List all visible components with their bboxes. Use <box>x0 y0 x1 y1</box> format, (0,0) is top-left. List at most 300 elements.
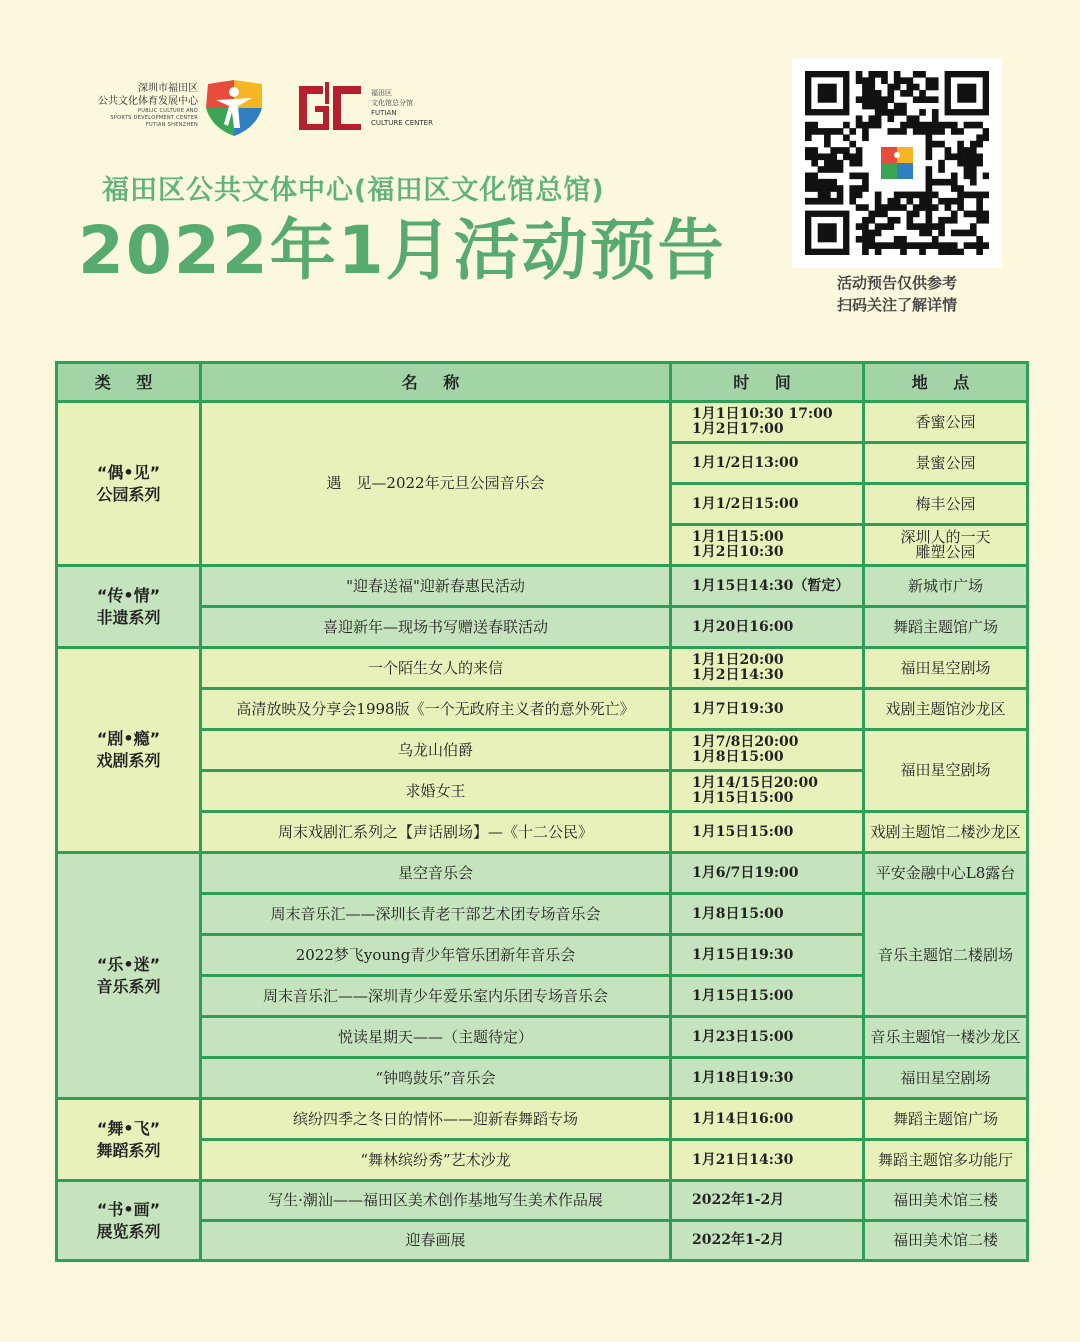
qr-module <box>932 96 939 103</box>
category-cell <box>57 648 201 853</box>
qr-module <box>945 198 952 205</box>
qr-module <box>894 103 901 110</box>
qr-module <box>868 122 875 129</box>
qr-module <box>837 160 844 167</box>
table-row <box>57 853 1028 894</box>
qr-module <box>856 173 863 180</box>
qr-module <box>856 96 863 103</box>
qr-module <box>970 153 977 160</box>
qr-module <box>907 90 914 97</box>
qr-module <box>976 141 983 148</box>
qr-module <box>805 153 812 160</box>
qr-module <box>957 249 964 255</box>
qr-module <box>983 134 989 141</box>
qr-module <box>875 242 882 249</box>
qr-module <box>887 84 894 91</box>
time-line: 1月15日15:00 <box>692 790 794 806</box>
category-label: “书•画” <box>96 1199 161 1219</box>
qr-module <box>837 166 844 173</box>
qr-module <box>964 166 971 173</box>
qr-module <box>887 115 894 122</box>
event-place: 福田星空剧场 <box>864 648 1028 689</box>
qr-module <box>805 198 812 205</box>
qr-module <box>926 134 933 141</box>
qr-module <box>970 141 977 148</box>
qr-module <box>856 160 863 167</box>
qr-module <box>919 96 926 103</box>
qr-module <box>913 71 920 78</box>
event-name: 喜迎新年—现场书写赠送春联活动 <box>201 607 671 648</box>
qr-module <box>919 204 926 211</box>
qr-module <box>900 249 907 255</box>
logo2-line3: FUTIAN <box>371 109 397 117</box>
qr-module <box>926 179 933 186</box>
logo1-en-line1: PUBLIC CULTURE AND <box>137 108 198 114</box>
qr-module <box>875 122 882 129</box>
event-place: 香蜜公园 <box>864 402 1028 443</box>
qr-module <box>938 230 945 237</box>
event-time: 2022年1-2月 <box>671 1181 864 1221</box>
event-time: 1月6/7日19:00 <box>671 853 864 894</box>
event-name: 求婚女王 <box>201 771 671 812</box>
qr-module <box>875 71 882 78</box>
qr-module <box>983 211 989 218</box>
category-label: “传•情” <box>96 585 161 605</box>
qr-module <box>818 128 825 135</box>
event-place: 景蜜公园 <box>864 443 1028 484</box>
event-name: 2022梦飞young青少年管乐团新年音乐会 <box>201 935 671 976</box>
qr-module <box>938 217 945 224</box>
qr-module <box>957 204 964 211</box>
event-place: 福田美术馆三楼 <box>864 1181 1028 1221</box>
qr-module <box>824 198 831 205</box>
qr-module <box>932 192 939 199</box>
qr-module <box>811 147 818 154</box>
category-series: 展览系列 <box>96 1221 161 1241</box>
qr-module <box>862 128 869 135</box>
qr-module <box>811 153 818 160</box>
qr-module <box>881 109 888 116</box>
event-time: 2022年1-2月 <box>671 1221 864 1261</box>
event-time: 1月7日19:30 <box>671 689 864 730</box>
qr-module <box>926 198 933 205</box>
category-series: 非遗系列 <box>96 607 161 627</box>
qr-module <box>957 192 964 199</box>
qr-module <box>868 230 875 237</box>
qr-center-logo <box>875 141 919 185</box>
event-place: 舞蹈主题馆广场 <box>864 1099 1028 1140</box>
qr-module <box>907 217 914 224</box>
qr-module <box>951 128 958 135</box>
qr-module <box>868 242 875 249</box>
qr-module <box>926 230 933 237</box>
event-name: 遇 见—2022年元旦公园音乐会 <box>201 402 671 566</box>
qr-module <box>862 223 869 230</box>
qr-module <box>926 185 933 192</box>
event-name: 迎春画展 <box>201 1221 671 1261</box>
qr-module <box>957 160 964 167</box>
qr-module <box>868 115 875 122</box>
qr-module <box>907 122 914 129</box>
qr-module <box>957 147 964 154</box>
qr-module <box>881 103 888 110</box>
qr-module <box>926 153 933 160</box>
qr-module <box>919 128 926 135</box>
event-name: 周末音乐汇——深圳长青老干部艺术团专场音乐会 <box>201 894 671 935</box>
qr-module <box>875 96 882 103</box>
event-name: 周末音乐汇——深圳青少年爱乐室内乐团专场音乐会 <box>201 976 671 1017</box>
qr-module <box>862 122 869 129</box>
qr-module <box>926 223 933 230</box>
qr-module <box>849 160 856 167</box>
qr-module <box>976 198 983 205</box>
event-name: “钟鸣鼓乐”音乐会 <box>201 1058 671 1099</box>
qr-module <box>887 90 894 97</box>
qr-module <box>926 84 933 91</box>
event-place: 梅丰公园 <box>864 484 1028 525</box>
logo2-line1: 福田区 <box>371 89 392 97</box>
qr-module <box>900 103 907 110</box>
qr-module <box>913 96 920 103</box>
qr-module <box>957 230 964 237</box>
organization-title: 福田区公共文体中心(福田区文化馆总馆) <box>102 175 605 206</box>
qr-module <box>970 192 977 199</box>
event-time: 1月15日15:00 <box>671 812 864 853</box>
category-series: 音乐系列 <box>96 976 161 996</box>
qr-module <box>862 173 869 180</box>
qr-module <box>837 192 844 199</box>
qr-module <box>824 166 831 173</box>
qr-module <box>938 249 945 255</box>
header-name: 名 称 <box>201 363 671 402</box>
event-place <box>864 525 1028 566</box>
qr-module <box>913 115 920 122</box>
qr-module <box>837 198 844 205</box>
event-time: 1月20日16:00 <box>671 607 864 648</box>
qr-module <box>983 128 989 135</box>
qr-module <box>900 242 907 249</box>
qr-module <box>824 160 831 167</box>
qr-module <box>862 242 869 249</box>
qr-module <box>919 90 926 97</box>
qr-module <box>976 153 983 160</box>
qr-module <box>900 192 907 199</box>
qr-module <box>913 204 920 211</box>
qr-module <box>811 185 818 192</box>
qr-module <box>868 77 875 84</box>
table-row <box>57 894 1028 935</box>
qr-module <box>862 84 869 91</box>
qr-module <box>818 185 825 192</box>
qr-module <box>824 153 831 160</box>
event-place: 音乐主题馆一楼沙龙区 <box>864 1017 1028 1058</box>
header-place: 地 点 <box>864 363 1028 402</box>
qr-module <box>830 128 837 135</box>
qr-module <box>875 109 882 116</box>
qr-module <box>862 134 869 141</box>
qr-module <box>976 217 983 224</box>
qr-module <box>976 134 983 141</box>
header-time: 时 间 <box>671 363 864 402</box>
qr-module <box>881 204 888 211</box>
qr-module <box>938 198 945 205</box>
time-line: 1月14/15日20:00 <box>692 775 818 791</box>
qr-finder <box>818 84 837 103</box>
qr-module <box>830 185 837 192</box>
table-row <box>57 1181 1028 1221</box>
place-line: 雕塑公园 <box>915 543 976 561</box>
qr-module <box>849 128 856 135</box>
category-label: “剧•瘾” <box>96 729 161 748</box>
activity-schedule-table <box>55 361 1029 1262</box>
qr-module <box>945 217 952 224</box>
qr-finder <box>957 84 976 103</box>
category-cell <box>57 1181 201 1261</box>
qr-module <box>843 134 850 141</box>
category-cell <box>57 402 201 566</box>
qr-module <box>868 71 875 78</box>
qr-module <box>805 173 812 180</box>
qr-module <box>951 249 958 255</box>
qr-module <box>919 122 926 129</box>
event-name: 一个陌生女人的来信 <box>201 648 671 689</box>
event-time: 1月15日15:00 <box>671 976 864 1017</box>
qr-module <box>913 128 920 135</box>
qr-module <box>824 185 831 192</box>
qr-module <box>945 249 952 255</box>
event-place: 戏剧主题馆沙龙区 <box>864 689 1028 730</box>
table-row <box>57 689 1028 730</box>
qr-module <box>843 153 850 160</box>
qr-module <box>938 223 945 230</box>
qr-module <box>919 242 926 249</box>
event-time: 1月1/2日15:00 <box>671 484 864 525</box>
place-line: 深圳人的一天 <box>900 528 991 546</box>
event-place: 音乐主题馆二楼剧场 <box>864 894 1028 1017</box>
qr-module <box>881 211 888 218</box>
qr-module <box>938 141 945 148</box>
qr-note-line1: 活动预告仅供参考 <box>836 274 957 292</box>
qr-module <box>919 198 926 205</box>
qr-module <box>970 211 977 218</box>
qr-module <box>862 204 869 211</box>
event-place: 舞蹈主题馆广场 <box>864 607 1028 648</box>
table-row <box>57 730 1028 771</box>
qr-module <box>830 147 837 154</box>
qr-module <box>938 122 945 129</box>
qr-module <box>907 211 914 218</box>
qr-module <box>894 128 901 135</box>
qr-module <box>926 128 933 135</box>
qr-module <box>970 166 977 173</box>
event-time: 1月21日14:30 <box>671 1140 864 1181</box>
qr-module <box>881 242 888 249</box>
qr-module <box>811 198 818 205</box>
category-cell <box>57 1099 201 1181</box>
qr-module <box>964 122 971 129</box>
qr-module <box>830 198 837 205</box>
qr-module <box>983 192 989 199</box>
qr-module <box>951 153 958 160</box>
qr-code[interactable] <box>792 58 1002 268</box>
qr-module <box>887 217 894 224</box>
qr-module <box>875 192 882 199</box>
event-time <box>671 525 864 566</box>
qr-module <box>964 147 971 154</box>
event-time: 1月1/2日13:00 <box>671 443 864 484</box>
time-line: 1月7/8日20:00 <box>692 734 799 750</box>
qr-module <box>849 153 856 160</box>
event-name: 星空音乐会 <box>201 853 671 894</box>
event-time <box>671 648 864 689</box>
qr-module <box>951 179 958 186</box>
qr-module <box>926 211 933 218</box>
event-name: “舞林缤纷秀”艺术沙龙 <box>201 1140 671 1181</box>
qr-module <box>932 115 939 122</box>
qr-module <box>830 153 837 160</box>
qr-module <box>919 109 926 116</box>
event-name: 悦读星期天——（主题待定） <box>201 1017 671 1058</box>
qr-module <box>970 173 977 180</box>
event-name: 缤纷四季之冬日的情怀——迎新春舞蹈专场 <box>201 1099 671 1140</box>
qr-module <box>805 185 812 192</box>
qr-module <box>862 77 869 84</box>
category-label: “偶•见” <box>96 462 161 482</box>
qr-module <box>964 173 971 180</box>
table-row <box>57 1140 1028 1181</box>
qr-module <box>849 173 856 180</box>
event-name: 高清放映及分享会1998版《一个无政府主义者的意外死亡》 <box>201 689 671 730</box>
qr-module <box>970 230 977 237</box>
colorful-shield-icon <box>202 78 266 138</box>
event-name: "迎春送福"迎新春惠民活动 <box>201 566 671 607</box>
qr-module <box>811 179 818 186</box>
qr-module <box>945 122 952 129</box>
qr-module <box>818 153 825 160</box>
event-time: 1月15日14:30（暂定） <box>671 566 864 607</box>
time-line: 1月1日20:00 <box>692 652 784 668</box>
qr-module <box>868 90 875 97</box>
qr-module <box>856 236 863 243</box>
qr-module <box>887 242 894 249</box>
qr-module <box>907 77 914 84</box>
qr-module <box>900 128 907 135</box>
event-time: 1月15日19:30 <box>671 935 864 976</box>
qr-module <box>818 166 825 173</box>
time-line: 1月1日15:00 <box>692 529 784 545</box>
event-time <box>671 771 864 812</box>
qr-module <box>881 71 888 78</box>
qr-module <box>907 198 914 205</box>
qr-module <box>856 153 863 160</box>
qr-module <box>983 242 989 249</box>
qr-module <box>887 96 894 103</box>
qr-module <box>951 217 958 224</box>
time-line: 1月1日10:30 17:00 <box>692 406 833 422</box>
event-place: 福田星空剧场 <box>864 730 1028 812</box>
qr-module <box>856 185 863 192</box>
qr-module <box>926 77 933 84</box>
event-time: 1月23日15:00 <box>671 1017 864 1058</box>
qr-module <box>849 141 856 148</box>
qr-module <box>970 223 977 230</box>
qr-module <box>868 236 875 243</box>
qr-module <box>862 96 869 103</box>
qr-module <box>951 185 958 192</box>
futian-culture-sports-center-logo <box>98 78 273 140</box>
qr-module <box>951 173 958 180</box>
qr-module <box>970 242 977 249</box>
qr-module <box>983 173 989 180</box>
logo1-cn-line1: 深圳市福田区 <box>138 83 198 94</box>
qr-note-line2: 扫码关注了解详情 <box>836 296 957 314</box>
qr-module <box>887 128 894 135</box>
qr-module <box>862 249 869 255</box>
qr-module <box>868 103 875 110</box>
qr-module <box>964 153 971 160</box>
qr-module <box>818 179 825 186</box>
qr-module <box>824 179 831 186</box>
qr-module <box>830 179 837 186</box>
table-row <box>57 1221 1028 1261</box>
category-label: “乐•迷” <box>96 954 161 974</box>
logo2-line4: CULTURE CENTER <box>371 119 433 127</box>
qr-module <box>945 147 952 154</box>
qr-module <box>849 192 856 199</box>
table-row <box>57 1017 1028 1058</box>
qr-module <box>824 128 831 135</box>
qr-module <box>907 223 914 230</box>
qr-module <box>945 153 952 160</box>
qr-module <box>818 192 825 199</box>
qr-module <box>875 204 882 211</box>
qr-module <box>919 230 926 237</box>
event-time: 1月14日16:00 <box>671 1099 864 1140</box>
event-time: 1月18日19:30 <box>671 1058 864 1099</box>
qr-module <box>907 242 914 249</box>
qr-module <box>862 179 869 186</box>
qr-module <box>951 211 958 218</box>
qr-module <box>875 90 882 97</box>
event-time <box>671 402 864 443</box>
qr-module <box>926 204 933 211</box>
qr-finder <box>818 223 837 242</box>
qr-module <box>887 204 894 211</box>
qr-module <box>970 160 977 167</box>
qr-module <box>976 249 983 255</box>
event-time: 1月8日15:00 <box>671 894 864 935</box>
event-name: 乌龙山伯爵 <box>201 730 671 771</box>
qr-module <box>945 204 952 211</box>
qr-module <box>894 242 901 249</box>
time-line: 1月2日10:30 <box>692 544 784 560</box>
qr-module <box>805 147 812 154</box>
qr-module <box>856 147 863 154</box>
qr-module <box>951 122 958 129</box>
qr-module <box>926 192 933 199</box>
fc-logo-icon <box>295 80 365 136</box>
qr-module <box>894 204 901 211</box>
qr-module <box>849 185 856 192</box>
qr-module <box>862 103 869 110</box>
table-row <box>57 648 1028 689</box>
qr-module <box>856 223 863 230</box>
event-place: 戏剧主题馆二楼沙龙区 <box>864 812 1028 853</box>
event-name: 周末戏剧汇系列之【声话剧场】—《十二公民》 <box>201 812 671 853</box>
qr-module <box>932 84 939 91</box>
qr-module <box>856 192 863 199</box>
header-type: 类 型 <box>57 363 201 402</box>
